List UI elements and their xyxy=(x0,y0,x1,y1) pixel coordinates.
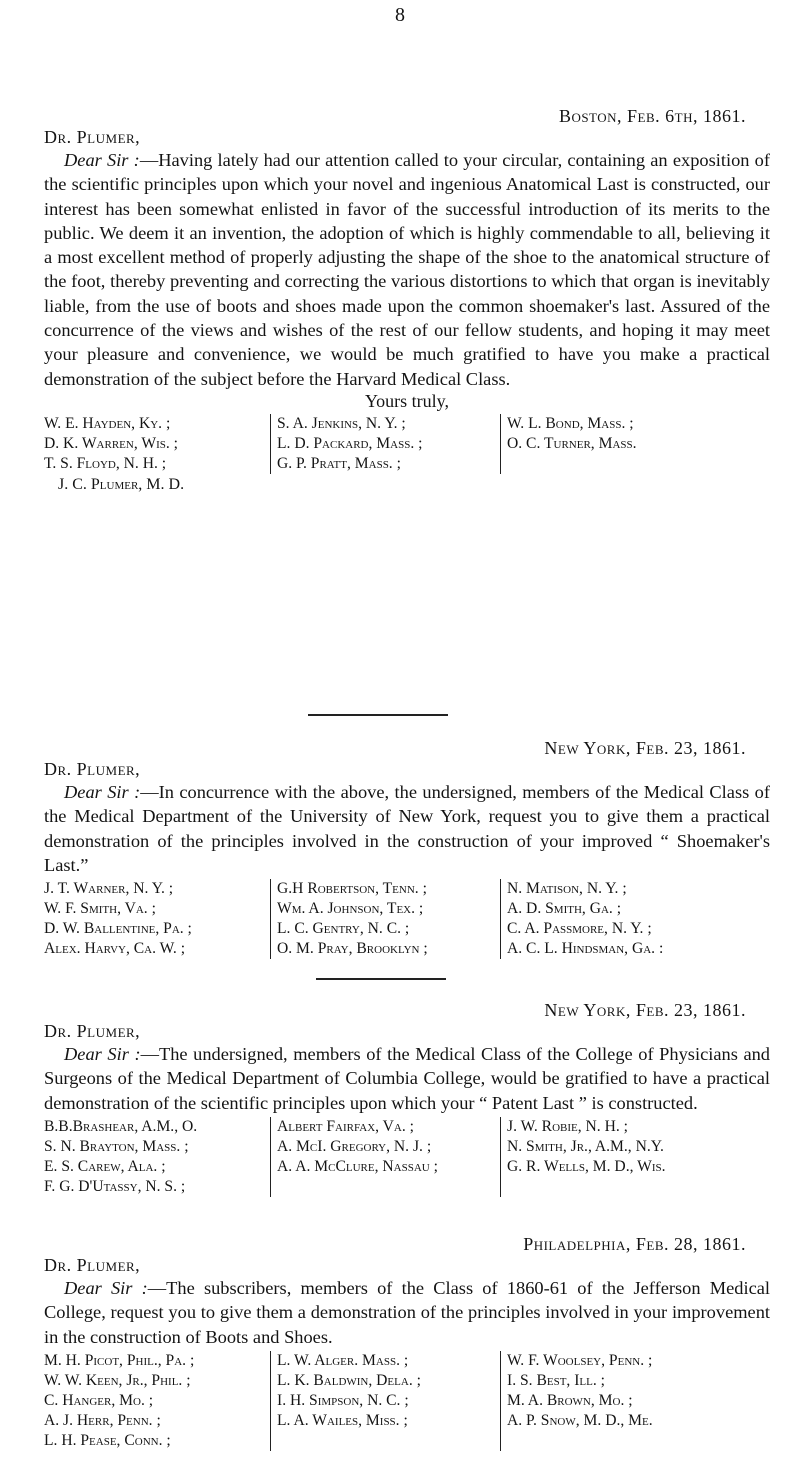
signature: A. McI. Gregory, N. J. ; xyxy=(277,1137,432,1155)
signature: O. M. Pray, Brooklyn ; xyxy=(277,940,428,958)
signature: L. C. Gentry, N. C. ; xyxy=(277,920,410,938)
signature: L. D. Packard, Mass. ; xyxy=(277,434,423,452)
salutation: Dear Sir : xyxy=(64,782,141,802)
signature-column xyxy=(270,879,500,959)
signature: C. A. Passmore, N. Y. ; xyxy=(507,920,652,938)
signature: D. W. Ballentine, Pa. ; xyxy=(44,920,192,938)
addressee: Dr. Plumer, xyxy=(44,1021,141,1041)
signature: T. S. Floyd, N. H. ; xyxy=(44,454,167,472)
letter-text: —The subscribers, members of the Class of 1860-61 of the Jefferson Medical College, request you to give them a demonstration of the principles involved in your improvement in the construction of Boots and Shoes. xyxy=(44,1278,770,1347)
signature: W. W. Keen, Jr., Phil. ; xyxy=(44,1371,191,1389)
signature-block xyxy=(44,1351,770,1451)
signature-column xyxy=(44,879,270,959)
signature: W. F. Smith, Va. ; xyxy=(44,900,156,918)
signature: M. H. Picot, Phil., Pa. ; xyxy=(44,1351,195,1369)
signature: G. P. Pratt, Mass. ; xyxy=(277,454,401,472)
signature: A. D. Smith, Ga. ; xyxy=(507,900,622,918)
signature: N. Smith, Jr., A.M., N.Y. xyxy=(507,1137,664,1155)
dateline: Philadelphia, Feb. 28, 1861. xyxy=(523,1234,746,1254)
addressee: Dr. Plumer, xyxy=(44,127,141,147)
signature: A. C. L. Hindsman, Ga. : xyxy=(507,940,664,958)
salutation: Dear Sir : xyxy=(64,1044,141,1064)
dateline: New York, Feb. 23, 1861. xyxy=(544,1000,746,1020)
signature: Wm. A. Johnson, Tex. ; xyxy=(277,900,424,918)
section-divider xyxy=(308,714,448,716)
letter-new-york-university xyxy=(44,738,770,959)
section-divider xyxy=(316,978,446,980)
signature: A. P. Snow, M. D., Me. xyxy=(507,1411,653,1429)
letter-jefferson-college xyxy=(44,1234,770,1451)
signature: M. A. Brown, Mo. ; xyxy=(507,1391,633,1409)
signature: L. A. Wailes, Miss. ; xyxy=(277,1411,408,1429)
signature: L. W. Alger. Mass. ; xyxy=(277,1351,409,1369)
signature-column xyxy=(500,414,730,474)
salutation: Dear Sir : xyxy=(64,1278,148,1298)
signature: S. N. Brayton, Mass. ; xyxy=(44,1137,189,1155)
signature: N. Matison, N. Y. ; xyxy=(507,880,627,898)
signature-column xyxy=(500,1117,730,1197)
signature: E. S. Carew, Ala. ; xyxy=(44,1157,166,1175)
signature-column xyxy=(44,414,270,474)
letter-body xyxy=(44,1042,770,1115)
signature: D. K. Warren, Wis. ; xyxy=(44,434,178,452)
signature: B.B.Brashear, A.M., O. xyxy=(44,1117,198,1135)
signature: Albert Fairfax, Va. ; xyxy=(277,1117,414,1135)
signature: W. F. Woolsey, Penn. ; xyxy=(507,1351,653,1369)
page-number: 8 xyxy=(395,4,405,26)
signature: A. J. Herr, Penn. ; xyxy=(44,1411,161,1429)
signature: W. E. Hayden, Ky. ; xyxy=(44,414,171,432)
signature: O. C. Turner, Mass. xyxy=(507,434,637,452)
signature: J. W. Robie, N. H. ; xyxy=(507,1117,628,1135)
letter-boston xyxy=(44,106,770,494)
letter-columbia-college xyxy=(44,1000,770,1197)
signature: L. K. Baldwin, Dela. ; xyxy=(277,1371,421,1389)
signature: G. R. Wells, M. D., Wis. xyxy=(507,1157,666,1175)
letter-body xyxy=(44,780,770,877)
addressee: Dr. Plumer, xyxy=(44,759,141,779)
letter-text: —In concurrence with the above, the undersigned, members of the Medical Class of the Medical Department of the University of New York, request you to give them a practical demonstration of the principles involved in the construction of your improved “ Shoemaker's Last.” xyxy=(44,782,770,875)
signature-block xyxy=(44,879,770,959)
letter-text: —The undersigned, members of the Medical Class of the College of Physicians and Surgeons of the Medical Department of Columbia College, would be gratified to have a practical demonstration of the scientific principles upon which your “ Patent Last ” is constructed. xyxy=(44,1044,771,1113)
signature-column xyxy=(44,1117,270,1197)
signature-column xyxy=(500,879,730,959)
signature: A. A. McClure, Nassau ; xyxy=(277,1157,438,1175)
letter-text: —Having lately had our attention called to your circular, containing an exposition of the scientific principles upon which your novel and ingenious Anatomical Last is constructed, our interest has been somewhat enlisted in favor of the successful introduction of its merits to the public. We deem it an invention, the adoption of which is highly commendable to all, believing it a most excellent method of properly adjusting the shape of the shoe to the anatomical structure of the foot, thereby preventing and correcting the various distortions to which that organ is inevitably liable, from the use of boots and shoes made upon the common shoemaker's last. Assured of the concurrence of the views and wishes of the rest of our fellow students, and hoping it may meet your pleasure and convenience, we would be much gratified to have you make a practical demonstration of the subject before the Harvard Medical Class. xyxy=(44,150,770,389)
closing: Yours truly, xyxy=(364,390,450,411)
letter-body xyxy=(44,1276,770,1349)
signature: Alex. Harvy, Ca. W. ; xyxy=(44,940,186,958)
signature: J. C. Plumer, M. D. xyxy=(58,475,185,493)
signature-column xyxy=(270,1117,500,1197)
signature: F. G. D'Utassy, N. S. ; xyxy=(44,1177,186,1195)
dateline: Boston, Feb. 6th, 1861. xyxy=(558,106,746,126)
letter-body xyxy=(44,148,770,391)
signature: I. S. Best, Ill. ; xyxy=(507,1371,605,1389)
signature-column xyxy=(270,1351,500,1451)
signature-column xyxy=(44,1351,270,1451)
dateline: New York, Feb. 23, 1861. xyxy=(544,738,746,758)
signature: L. H. Pease, Conn. ; xyxy=(44,1431,171,1449)
signature-block xyxy=(44,414,770,474)
signature: I. H. Simpson, N. C. ; xyxy=(277,1391,409,1409)
signature: J. T. Warner, N. Y. ; xyxy=(44,880,174,898)
signature: C. Hanger, Mo. ; xyxy=(44,1391,154,1409)
signature-column xyxy=(270,414,500,474)
signature: W. L. Bond, Mass. ; xyxy=(507,414,634,432)
addressee: Dr. Plumer, xyxy=(44,1255,141,1275)
salutation: Dear Sir : xyxy=(64,150,140,170)
signature: G.H Robertson, Tenn. ; xyxy=(277,880,427,898)
signature-block xyxy=(44,1117,770,1197)
signature: S. A. Jenkins, N. Y. ; xyxy=(277,414,406,432)
signature-column xyxy=(500,1351,730,1451)
